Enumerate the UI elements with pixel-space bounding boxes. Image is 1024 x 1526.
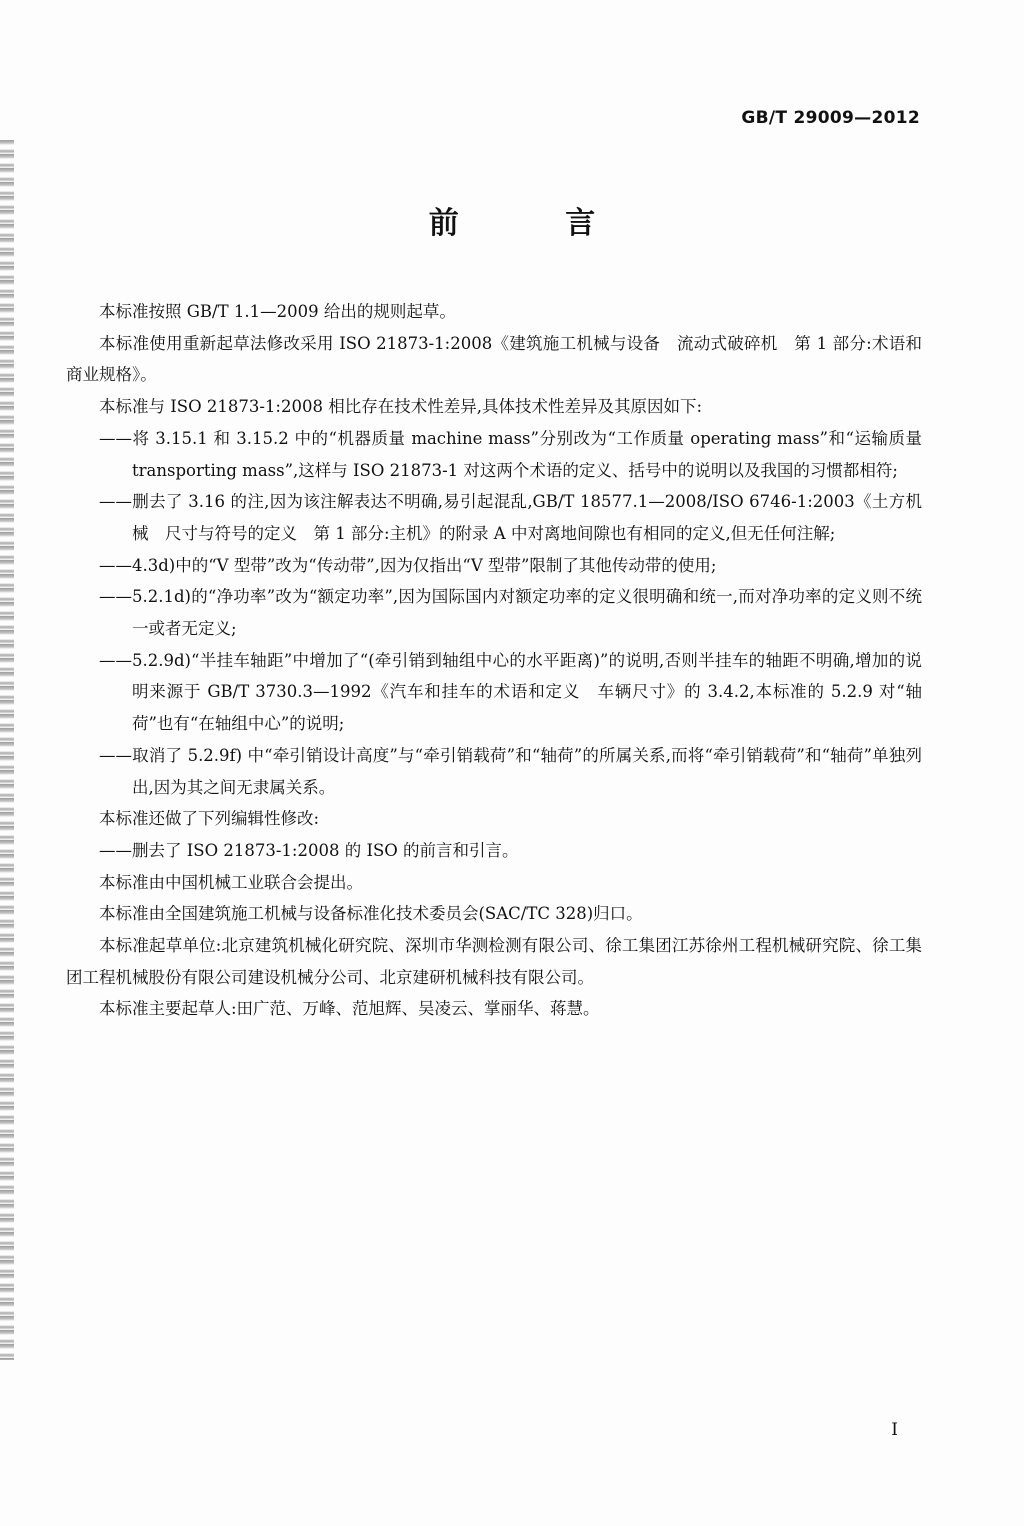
paragraph: 本标准还做了下列编辑性修改: [99,809,320,829]
list-item: ——5.2.9d)“半挂车轴距”中增加了“(牵引销到轴组中心的水平距离)”的说明,否则半挂车的轴距不明确,增加的说明来源于 GB/T 3730.3—1992《汽车和挂车的术语和定义 车辆尺寸》的 3.4.2,本标准的 5.2.9 对“轴荷”也有“在轴组中心”的说明; [99,650,922,734]
list-item: ——4.3d)中的“V 型带”改为“传动带”,因为仅指出“V 型带”限制了其他传动带的使用; [99,555,717,575]
paragraph: 本标准主要起草人:田广范、万峰、范旭辉、吴凌云、掌丽华、蒋慧。 [99,999,600,1019]
foreword-body [66,296,922,1025]
list-item: ——5.2.1d)的“净功率”改为“额定功率”,因为国际国内对额定功率的定义很明确和统一,而对净功率的定义则不统一或者无定义; [99,587,922,639]
list-item: ——将 3.15.1 和 3.15.2 中的“机器质量 machine mass”分别改为“工作质量 operating mass”和“运输质量 transporting mass”,这样与 ISO 21873-1 对这两个术语的定义、括号中的说明以及我国的习惯都相符; [99,428,922,480]
list-item: ——删去了 ISO 21873-1:2008 的 ISO 的前言和引言。 [99,840,519,860]
list-item: ——取消了 5.2.9f) 中“牵引销设计高度”与“牵引销载荷”和“轴荷”的所属关系,而将“牵引销载荷”和“轴荷”单独列出,因为其之间无隶属关系。 [99,745,922,797]
standard-code: GB/T 29009—2012 [741,108,920,128]
page-number: I [891,1420,898,1440]
list-item: ——删去了 3.16 的注,因为该注解表达不明确,易引起混乱,GB/T 18577.1—2008/ISO 6746-1:2003《土方机械 尺寸与符号的定义 第 1 部分:主机》的附录 A 中对离地间隙也有相同的定义,但无任何注解; [99,492,922,543]
paragraph: 本标准使用重新起草法修改采用 ISO 21873-1:2008《建筑施工机械与设备 流动式破碎机 第 1 部分:术语和商业规格》。 [66,333,922,385]
paragraph: 本标准由全国建筑施工机械与设备标准化技术委员会(SAC/TC 328)归口。 [99,904,643,924]
paragraph: 本标准由中国机械工业联合会提出。 [99,872,363,892]
scan-edge-artifact [0,140,14,1360]
paragraph: 本标准与 ISO 21873-1:2008 相比存在技术性差异,具体技术性差异及其原因如下: [99,397,702,417]
page-title: 前 言 [428,206,644,241]
paragraph: 本标准按照 GB/T 1.1—2009 给出的规则起草。 [99,302,456,321]
paragraph: 本标准起草单位:北京建筑机械化研究院、深圳市华测检测有限公司、徐工集团江苏徐州工程机械研究院、徐工集团工程机械股份有限公司建设机械分公司、北京建研机械科技有限公司。 [66,936,922,987]
